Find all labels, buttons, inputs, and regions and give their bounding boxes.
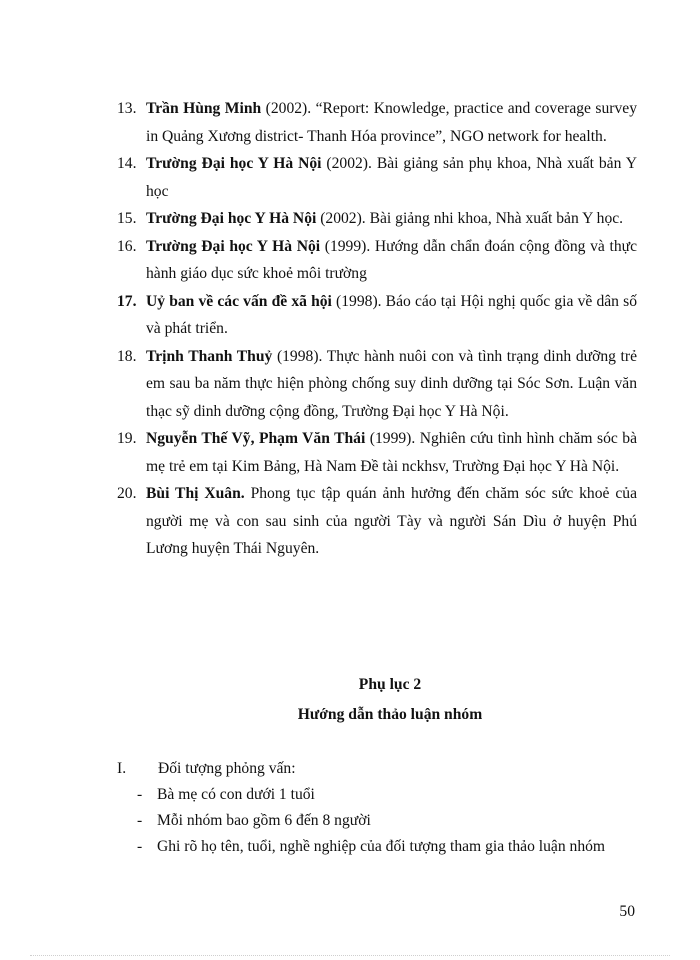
reference-text: (2002). Bài giảng sản phụ khoa, Nhà xuất bản Y học: [146, 155, 638, 200]
reference-author: Trần Hùng Minh: [146, 100, 262, 117]
reference-author: Trịnh Thanh Thuỷ: [146, 347, 273, 365]
bullet-dash: -: [137, 812, 143, 829]
reference-number: 18.: [117, 347, 137, 365]
reference-number: 13.: [117, 100, 137, 117]
bullet-item: [117, 808, 637, 834]
reference-item: [117, 288, 637, 343]
bullet-dash: -: [137, 838, 143, 855]
bullet-item: [117, 782, 637, 808]
page-number: 50: [619, 903, 635, 920]
reference-item: [117, 425, 637, 480]
reference-body: [146, 480, 637, 563]
reference-number: 20.: [117, 485, 137, 502]
reference-number: 14.: [117, 155, 137, 172]
reference-text: (1999). Nghiên cứu tình hình chăm sóc bà mẹ trẻ em tại Kim Bảng, Hà Nam Đề tài nckhsv, Trường Đại học Y Hà Nội.: [146, 430, 637, 475]
reference-text: (1998). Thực hành nuôi con và tình trạng dinh dưỡng trẻ em sau ba năm thực hiện phòng chống suy dinh dưỡng tại Sóc Sơn. Luận văn thạc sỹ dinh dưỡng cộng đồng, Trường Đại học Y Hà Nội.: [146, 347, 637, 420]
reference-text: Phong tục tập quán ảnh hưởng đến chăm sóc sức khoẻ của người mẹ và con sau sinh của người Tày và người Sán Dìu ở huyện Phú Lương huyện Thái Nguyên.: [146, 485, 637, 557]
reference-text: (2002). Bài giảng nhi khoa, Nhà xuất bản Y học.: [316, 210, 624, 227]
bullet-text: Mỗi nhóm bao gồm 6 đến 8 người: [157, 812, 371, 829]
reference-body: [146, 150, 637, 205]
reference-author: Nguyễn Thế Vỹ, Phạm Văn Thái: [146, 430, 366, 447]
reference-author: Trường Đại học Y Hà Nội: [146, 210, 317, 227]
reference-body: [146, 343, 637, 426]
reference-body: [146, 425, 637, 480]
section-heading: [117, 756, 637, 782]
reference-number: 15.: [117, 210, 137, 227]
reference-item: [117, 343, 637, 426]
bullet-item: [117, 834, 637, 860]
reference-item: [117, 150, 637, 205]
reference-item: [117, 205, 637, 233]
reference-item: [117, 233, 637, 288]
reference-body: [146, 95, 637, 150]
reference-author: Bùi Thị Xuân.: [146, 485, 245, 502]
page-bottom-divider: [30, 955, 670, 956]
reference-number: 16.: [117, 237, 137, 255]
reference-item: [117, 95, 637, 150]
bullet-text: Ghi rõ họ tên, tuổi, nghề nghiệp của đối tượng tham gia thảo luận nhóm: [157, 838, 606, 855]
reference-item: [117, 480, 637, 563]
section-heading-text: Đối tượng phỏng vấn:: [158, 760, 296, 777]
reference-text: (2002). “Report: Knowledge, practice and coverage survey in Quảng Xương district- Thanh Hóa province”, NGO network for health.: [146, 100, 637, 145]
reference-text: (1998). Báo cáo tại Hội nghị quốc gia về dân số và phát triển.: [146, 292, 637, 337]
reference-body: [146, 288, 637, 343]
reference-body: [146, 205, 637, 233]
appendix-subtitle: Hướng dẫn thảo luận nhóm: [297, 706, 483, 723]
reference-author: Trường Đại học Y Hà Nội: [146, 237, 321, 255]
interview-section: [117, 756, 637, 860]
reference-body: [146, 233, 637, 288]
reference-number: 19.: [117, 430, 137, 447]
reference-text: (1999). Hướng dẫn chẩn đoán cộng đồng và thực hành giáo dục sức khoẻ môi trường: [146, 237, 638, 282]
reference-number: 17.: [117, 292, 137, 310]
appendix-title: Phụ lục 2: [358, 676, 422, 693]
section-numeral: I.: [117, 760, 127, 777]
reference-list: [117, 95, 637, 563]
bullet-text: Bà mẹ có con dưới 1 tuổi: [157, 786, 315, 803]
bullet-dash: -: [137, 786, 143, 803]
reference-author: Trường Đại học Y Hà Nội: [146, 155, 322, 172]
reference-author: Uỷ ban về các vấn đề xã hội: [146, 292, 332, 310]
